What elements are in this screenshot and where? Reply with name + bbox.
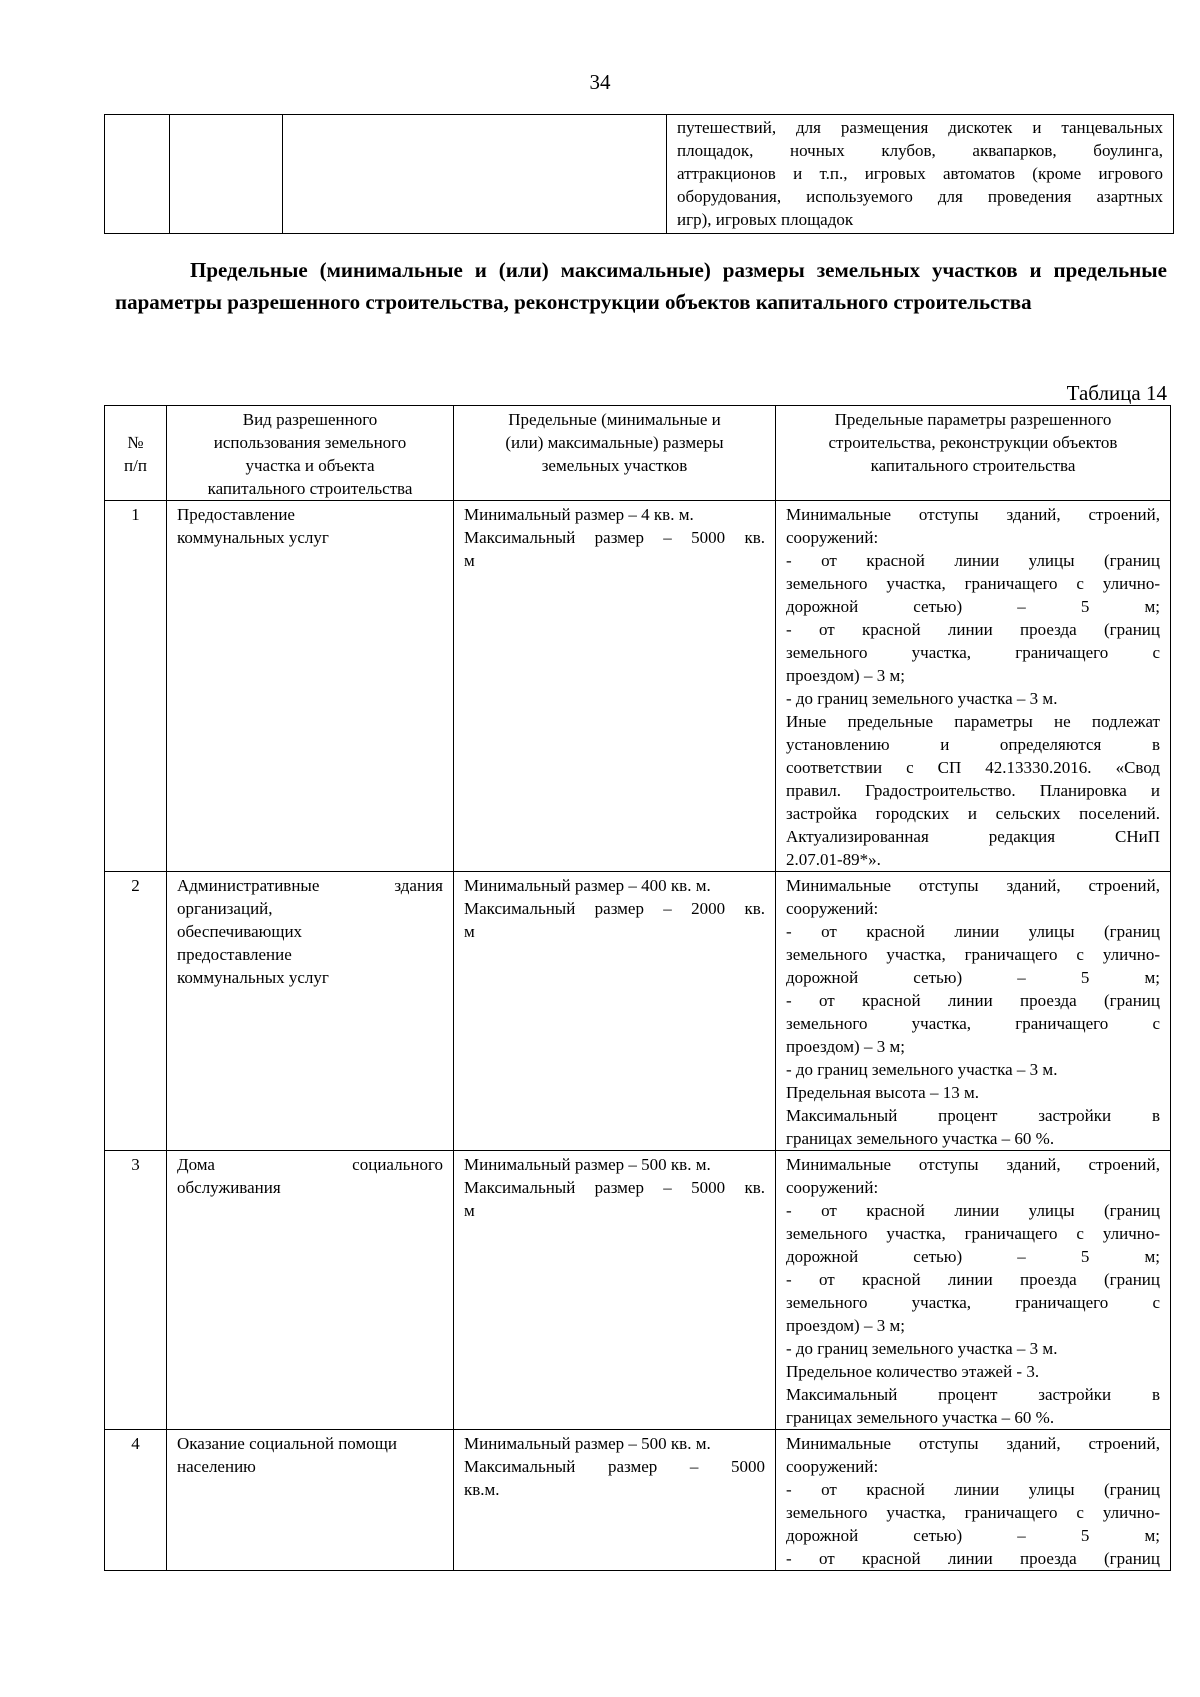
cell-line: Минимальные отступы зданий, строений, [786, 505, 1160, 524]
header-line: № [127, 433, 144, 452]
cell-line: коммунальных услуг [177, 968, 329, 987]
header-line: земельных участков [541, 456, 688, 475]
cell-line: - от красной линии проезда (границ [786, 620, 1160, 639]
cell-line: м [464, 551, 475, 570]
continuation-empty-cell [105, 115, 170, 234]
table-row [105, 1430, 1171, 1571]
cell-line: Максимальный размер – 5000 кв. [464, 1178, 765, 1197]
cell-line: дорожной сетью) – 5 м; [786, 1526, 1160, 1545]
continuation-line: площадок, ночных клубов, аквапарков, боулинга, [677, 141, 1163, 160]
cell-line: Минимальный размер – 500 кв. м. [464, 1434, 711, 1453]
row-use-type [167, 1151, 454, 1430]
cell-line: земельного участка, граничащего с [786, 1014, 1160, 1033]
cell-line: Максимальный размер – 2000 кв. [464, 899, 765, 918]
cell-line: Минимальные отступы зданий, строений, [786, 1155, 1160, 1174]
cell-line: Максимальный процент застройки в [786, 1385, 1160, 1404]
continuation-table [104, 114, 1174, 234]
cell-line: - до границ земельного участка – 3 м. [786, 689, 1058, 708]
cell-line: проездом) – 3 м; [786, 1316, 905, 1335]
continuation-empty-cell [283, 115, 667, 234]
continuation-line: путешествий, для размещения дискотек и танцевальных [677, 118, 1163, 137]
continuation-line: оборудования, используемого для проведения азартных [677, 187, 1163, 206]
cell-line: - от красной линии улицы (границ [786, 922, 1160, 941]
row-plot-size [454, 1151, 776, 1430]
header-line: Предельные параметры разрешенного [834, 410, 1112, 429]
cell-line: сооружений: [786, 899, 879, 918]
cell-line: земельного участка, граничащего с улично- [786, 574, 1160, 593]
cell-line: Максимальный размер – 5000 [464, 1457, 765, 1476]
cell-line: застройка городских и сельских поселений. [786, 804, 1160, 823]
page-number: 34 [589, 70, 611, 94]
cell-line: - от красной линии проезда (границ [786, 1270, 1160, 1289]
cell-line: установлению и определяются в [786, 735, 1160, 754]
header-line: капитального строительства [207, 479, 413, 498]
header-line: использования земельного [213, 433, 407, 452]
section-heading: Предельные (минимальные и (или) максимальные) размеры земельных участков и предельные параметры разрешенного строительства, реконструкции объектов капитального строительства [115, 258, 1167, 314]
cell-line: - до границ земельного участка – 3 м. [786, 1339, 1058, 1358]
cell-line: населению [177, 1457, 256, 1476]
row-build-params [776, 1151, 1171, 1430]
cell-line: Актуализированная редакция СНиП [786, 827, 1160, 846]
cell-line: - до границ земельного участка – 3 м. [786, 1060, 1058, 1079]
cell-line: земельного участка, граничащего с улично- [786, 1224, 1160, 1243]
cell-line: дорожной сетью) – 5 м; [786, 597, 1160, 616]
table-row [105, 1151, 1171, 1430]
header-build-params [776, 406, 1171, 501]
continuation-row [105, 115, 1174, 234]
cell-line: м [464, 922, 475, 941]
cell-line: границах земельного участка – 60 %. [786, 1129, 1055, 1148]
continuation-text-cell [667, 115, 1174, 234]
cell-line: Минимальный размер – 4 кв. м. [464, 505, 694, 524]
table-label: Таблица 14 [1066, 381, 1167, 405]
header-number [105, 406, 167, 501]
cell-line: сооружений: [786, 528, 879, 547]
cell-line: предоставление [177, 945, 292, 964]
header-line: участка и объекта [245, 456, 375, 475]
header-plot-size [454, 406, 776, 501]
header-line: п/п [124, 456, 147, 475]
cell-line: 2.07.01-89*». [786, 850, 881, 869]
cell-line: дорожной сетью) – 5 м; [786, 1247, 1160, 1266]
cell-line: - от красной линии проезда (границ [786, 1549, 1160, 1568]
row-plot-size [454, 872, 776, 1151]
cell-line: Максимальный процент застройки в [786, 1106, 1160, 1125]
table-row [105, 501, 1171, 872]
row-plot-size [454, 1430, 776, 1571]
cell-line: - от красной линии улицы (границ [786, 1201, 1160, 1220]
header-use-type [167, 406, 454, 501]
row-number: 1 [105, 501, 167, 872]
row-number: 2 [105, 872, 167, 1151]
cell-line: Предоставление [177, 505, 295, 524]
cell-line: обслуживания [177, 1178, 281, 1197]
header-line: капитального строительства [870, 456, 1076, 475]
cell-line: кв.м. [464, 1480, 500, 1499]
cell-line: - от красной линии улицы (границ [786, 1480, 1160, 1499]
cell-line: Предельная высота – 13 м. [786, 1083, 979, 1102]
row-use-type [167, 1430, 454, 1571]
continuation-line: аттракционов и т.п., игровых автоматов (кроме игрового [677, 164, 1163, 183]
cell-line: организаций, [177, 899, 273, 918]
cell-line: Дома социального [177, 1155, 443, 1174]
header-line: строительства, реконструкции объектов [828, 433, 1118, 452]
header-line: Предельные (минимальные и [508, 410, 721, 429]
table-header-row [105, 406, 1171, 501]
cell-line: земельного участка, граничащего с улично- [786, 945, 1160, 964]
cell-line: Предельное количество этажей - 3. [786, 1362, 1040, 1381]
parameters-table [104, 405, 1171, 1571]
cell-line: обеспечивающих [177, 922, 303, 941]
cell-line: Минимальный размер – 500 кв. м. [464, 1155, 711, 1174]
row-use-type [167, 872, 454, 1151]
cell-line: Административные здания [177, 876, 443, 895]
cell-line: границах земельного участка – 60 %. [786, 1408, 1055, 1427]
cell-line: проездом) – 3 м; [786, 666, 905, 685]
cell-line: - от красной линии улицы (границ [786, 551, 1160, 570]
continuation-line: игр), игровых площадок [677, 210, 854, 229]
cell-line: сооружений: [786, 1457, 879, 1476]
cell-line: правил. Градостроительство. Планировка и [786, 781, 1160, 800]
table-row [105, 872, 1171, 1151]
row-build-params [776, 1430, 1171, 1571]
cell-line: дорожной сетью) – 5 м; [786, 968, 1160, 987]
cell-line: - от красной линии проезда (границ [786, 991, 1160, 1010]
cell-line: Максимальный размер – 5000 кв. [464, 528, 765, 547]
cell-line: Минимальный размер – 400 кв. м. [464, 876, 711, 895]
cell-line: земельного участка, граничащего с [786, 1293, 1160, 1312]
cell-line: земельного участка, граничащего с улично- [786, 1503, 1160, 1522]
cell-line: соответствии с СП 42.13330.2016. «Свод [786, 758, 1160, 777]
cell-line: м [464, 1201, 475, 1220]
row-use-type [167, 501, 454, 872]
row-number: 3 [105, 1151, 167, 1430]
cell-line: сооружений: [786, 1178, 879, 1197]
cell-line: коммунальных услуг [177, 528, 329, 547]
cell-line: земельного участка, граничащего с [786, 643, 1160, 662]
cell-line: Оказание социальной помощи [177, 1434, 397, 1453]
row-number: 4 [105, 1430, 167, 1571]
cell-line: Минимальные отступы зданий, строений, [786, 1434, 1160, 1453]
cell-line: Минимальные отступы зданий, строений, [786, 876, 1160, 895]
cell-line: Иные предельные параметры не подлежат [786, 712, 1160, 731]
header-line: (или) максимальные) размеры [505, 433, 724, 452]
header-line: Вид разрешенного [242, 410, 378, 429]
row-build-params [776, 501, 1171, 872]
row-plot-size [454, 501, 776, 872]
row-build-params [776, 872, 1171, 1151]
cell-line: проездом) – 3 м; [786, 1037, 905, 1056]
continuation-empty-cell [170, 115, 283, 234]
